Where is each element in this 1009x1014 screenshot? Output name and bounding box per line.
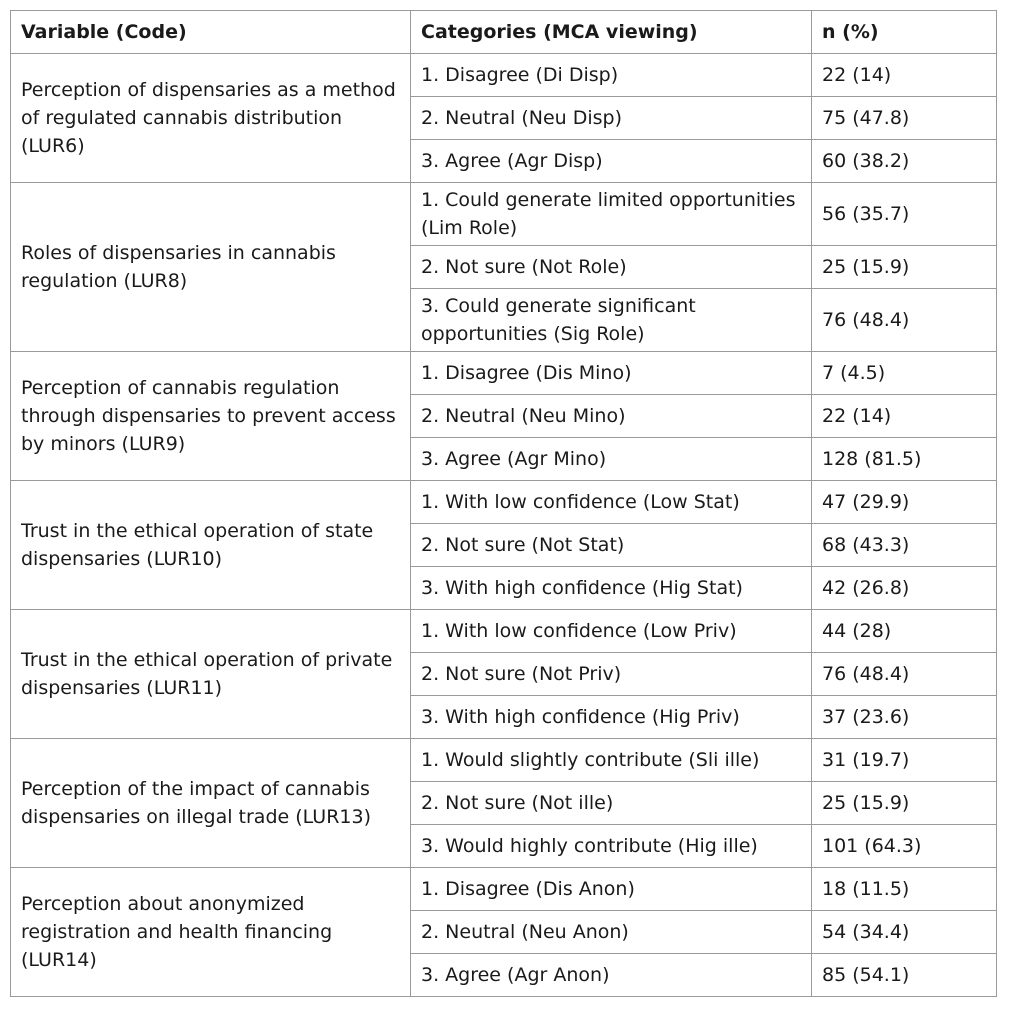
- table-row: [11, 54, 997, 97]
- n-cell: 76 (48.4): [812, 289, 997, 352]
- category-cell: 2. Not sure (Not Priv): [411, 653, 812, 696]
- n-cell: 18 (11.5): [812, 868, 997, 911]
- table-row: [11, 481, 997, 524]
- variable-cell: Perception about anonymized registration and health financing (LUR14): [11, 868, 411, 997]
- n-cell: 44 (28): [812, 610, 997, 653]
- variable-cell: Perception of dispensaries as a method of regulated cannabis distribution (LUR6): [11, 54, 411, 183]
- variable-cell: Roles of dispensaries in cannabis regulation (LUR8): [11, 183, 411, 352]
- category-cell: 3. Agree (Agr Mino): [411, 438, 812, 481]
- table-row: [11, 183, 997, 246]
- n-cell: 42 (26.8): [812, 567, 997, 610]
- category-cell: 2. Not sure (Not ille): [411, 782, 812, 825]
- table-row: [11, 739, 997, 782]
- n-cell: 85 (54.1): [812, 954, 997, 997]
- category-cell: 2. Not sure (Not Role): [411, 246, 812, 289]
- category-cell: 1. With low confidence (Low Stat): [411, 481, 812, 524]
- variable-cell: Trust in the ethical operation of private dispensaries (LUR11): [11, 610, 411, 739]
- variable-cell: Perception of the impact of cannabis dispensaries on illegal trade (LUR13): [11, 739, 411, 868]
- header-row: [11, 11, 997, 54]
- category-cell: 1. Would slightly contribute (Sli ille): [411, 739, 812, 782]
- n-cell: 22 (14): [812, 54, 997, 97]
- n-cell: 101 (64.3): [812, 825, 997, 868]
- n-cell: 54 (34.4): [812, 911, 997, 954]
- category-cell: 1. Could generate limited opportunities (Lim Role): [411, 183, 812, 246]
- data-table: [10, 10, 997, 997]
- n-cell: 75 (47.8): [812, 97, 997, 140]
- category-cell: 3. With high confidence (Hig Stat): [411, 567, 812, 610]
- category-cell: 2. Neutral (Neu Mino): [411, 395, 812, 438]
- category-cell: 3. Agree (Agr Disp): [411, 140, 812, 183]
- category-cell: 1. Disagree (Dis Anon): [411, 868, 812, 911]
- category-cell: 1. Disagree (Di Disp): [411, 54, 812, 97]
- table-row: [11, 610, 997, 653]
- n-cell: 76 (48.4): [812, 653, 997, 696]
- table-row: [11, 352, 997, 395]
- n-cell: 31 (19.7): [812, 739, 997, 782]
- n-cell: 25 (15.9): [812, 246, 997, 289]
- table-row: [11, 868, 997, 911]
- category-cell: 3. Agree (Agr Anon): [411, 954, 812, 997]
- category-cell: 3. Would highly contribute (Hig ille): [411, 825, 812, 868]
- variable-cell: Trust in the ethical operation of state dispensaries (LUR10): [11, 481, 411, 610]
- n-cell: 22 (14): [812, 395, 997, 438]
- variable-cell: Perception of cannabis regulation through dispensaries to prevent access by minors (LUR9): [11, 352, 411, 481]
- n-cell: 56 (35.7): [812, 183, 997, 246]
- category-cell: 3. With high confidence (Hig Priv): [411, 696, 812, 739]
- category-cell: 2. Neutral (Neu Anon): [411, 911, 812, 954]
- n-cell: 60 (38.2): [812, 140, 997, 183]
- n-cell: 37 (23.6): [812, 696, 997, 739]
- category-cell: 1. With low confidence (Low Priv): [411, 610, 812, 653]
- category-cell: 2. Neutral (Neu Disp): [411, 97, 812, 140]
- n-cell: 47 (29.9): [812, 481, 997, 524]
- category-cell: 3. Could generate significant opportunities (Sig Role): [411, 289, 812, 352]
- header-categories: Categories (MCA viewing): [411, 11, 812, 54]
- category-cell: 2. Not sure (Not Stat): [411, 524, 812, 567]
- header-variable: Variable (Code): [11, 11, 411, 54]
- n-cell: 7 (4.5): [812, 352, 997, 395]
- header-n-percent: n (%): [812, 11, 997, 54]
- category-cell: 1. Disagree (Dis Mino): [411, 352, 812, 395]
- n-cell: 128 (81.5): [812, 438, 997, 481]
- n-cell: 25 (15.9): [812, 782, 997, 825]
- n-cell: 68 (43.3): [812, 524, 997, 567]
